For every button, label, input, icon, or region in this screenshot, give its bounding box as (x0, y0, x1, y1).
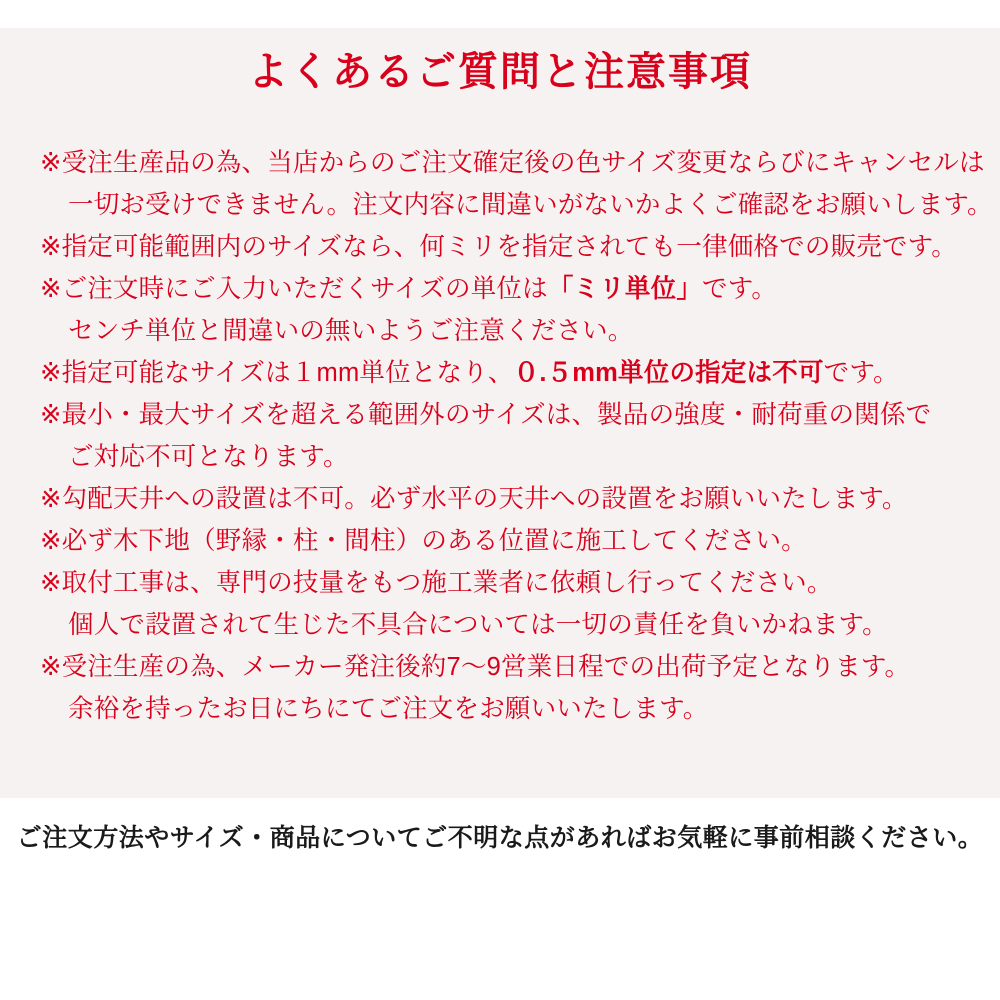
note-line (40, 436, 970, 478)
note-text: 一切お受けできません。注文内容に間違いがないかよくご確認をお願いします。 (68, 191, 993, 219)
note-line (40, 478, 970, 520)
note-line (40, 142, 985, 184)
note-text: ※受注生産の為、メーカー発注後約7〜9営業日程での出荷予定となります。 (40, 653, 911, 681)
note-line (40, 184, 993, 226)
note-text: ※最小・最大サイズを超える範囲外のサイズは、製品の強度・耐荷重の関係で (40, 401, 932, 429)
note-emphasis: 「ミリ単位」 (547, 275, 703, 303)
note-emphasis: ０.５mm単位の指定は不可 (513, 359, 824, 387)
note-text: ※ご注文時にご入力いただくサイズの単位は (40, 275, 548, 303)
note-line (40, 646, 970, 688)
note-text: です。 (702, 275, 778, 303)
note-text: ※必ず木下地（野縁・柱・間柱）のある位置に施工してください。 (40, 527, 807, 555)
page-title: よくあるご質問と注意事項 (248, 50, 752, 94)
note-text: ※指定可能範囲内のサイズなら、何ミリを指定されても一律価格での販売です。 (40, 233, 957, 261)
notes-list (40, 142, 993, 730)
note-text: ※取付工事は、専門の技量をもつ施工業者に依頼し行ってください。 (40, 569, 833, 597)
note-line (40, 226, 970, 268)
note-text: 個人で設置されて生じた不具合については一切の責任を負いかねます。 (68, 611, 888, 639)
note-line (40, 562, 970, 604)
note-line (40, 688, 970, 730)
note-text: ご対応不可となります。 (68, 443, 349, 471)
note-line (40, 604, 970, 646)
note-line (40, 520, 970, 562)
note-line (40, 310, 970, 352)
note-text: センチ単位と間違いの無いようご注意ください。 (68, 317, 634, 345)
note-text: です。 (823, 359, 899, 387)
note-line (40, 268, 970, 310)
note-text: 余裕を持ったお日にちにてご注文をお願いいたします。 (68, 695, 709, 723)
note-text: ※受注生産品の為、当店からのご注文確定後の色サイズ変更ならびにキャンセルは (40, 149, 985, 177)
note-text: ※指定可能なサイズは１mm単位となり、 (40, 359, 514, 387)
note-line (40, 352, 970, 394)
note-line (40, 394, 970, 436)
note-text: ※勾配天井への設置は不可。必ず水平の天井への設置をお願いいたします。 (40, 485, 908, 513)
footer-note: ご注文方法やサイズ・商品についてご不明な点があればお気軽に事前相談ください。 (16, 824, 984, 852)
